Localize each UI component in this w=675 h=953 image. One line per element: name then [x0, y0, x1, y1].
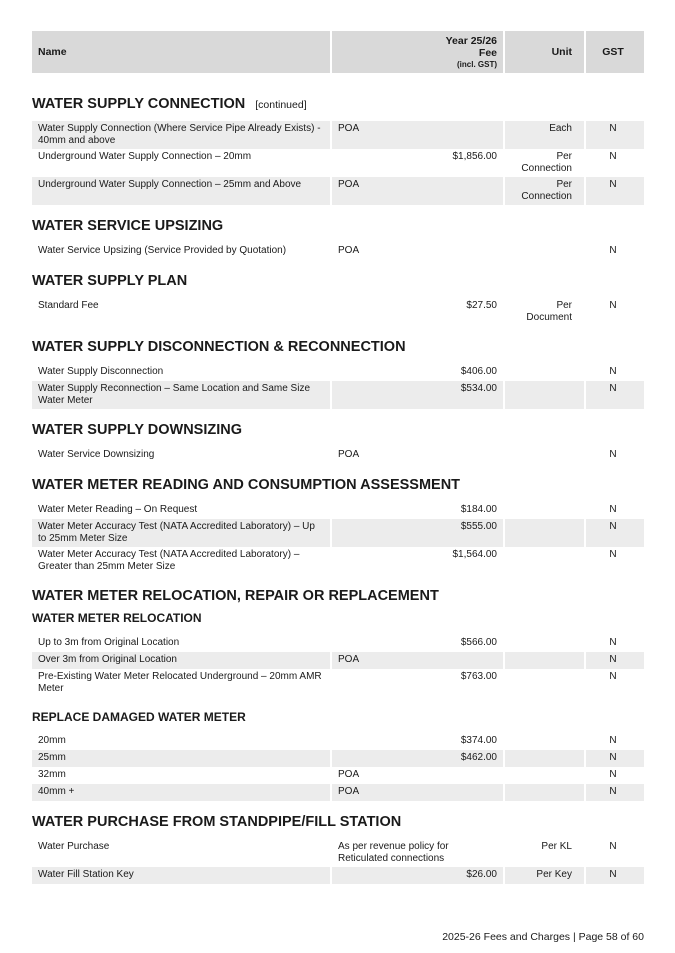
row-name: Underground Water Supply Connection – 20mm [38, 151, 252, 162]
row-fee: $534.00 [460, 383, 497, 394]
row-fee: $1,564.00 [452, 549, 497, 560]
row-fee: $566.00 [460, 637, 497, 648]
section-title: WATER METER RELOCATION, REPAIR OR REPLACEMENT [32, 588, 439, 604]
table-row [32, 669, 644, 697]
row-unit [505, 652, 584, 669]
section-title: WATER SUPPLY DISCONNECTION & RECONNECTION [32, 339, 406, 355]
table-row [32, 243, 644, 260]
row-fee-cell [332, 177, 503, 205]
row-name: 20mm [38, 735, 66, 746]
row-name: Water Purchase [38, 841, 110, 852]
table-row [32, 784, 644, 801]
row-unit [505, 547, 584, 575]
row-unit [505, 750, 584, 767]
table-row [32, 519, 644, 547]
section-title: WATER SUPPLY PLAN [32, 273, 188, 289]
row-name: Water Meter Accuracy Test (NATA Accredited Laboratory) – Up to 25mm Meter Size [32, 519, 330, 547]
row-fee-cell [332, 243, 503, 260]
row-unit [505, 669, 584, 697]
row-unit [505, 767, 584, 784]
row-gst: N [609, 735, 617, 746]
row-gst: N [586, 519, 644, 547]
row-unit [505, 447, 584, 464]
row-unit [505, 502, 584, 519]
row-unit: Per KL [541, 841, 572, 852]
row-text: As per revenue policy for Reticulated connections [338, 841, 449, 864]
row-name: Underground Water Supply Connection – 25mm and Above [32, 177, 330, 205]
section-title: WATER SUPPLY CONNECTION [continued] [32, 96, 307, 112]
row-name: Up to 3m from Original Location [38, 637, 180, 648]
row-fee: $26.00 [466, 869, 497, 880]
row-text: POA [338, 179, 360, 190]
row-unit: Per Connection [505, 177, 584, 205]
row-fee-cell [332, 547, 503, 575]
header-fee [332, 31, 503, 73]
row-text: POA [338, 786, 360, 797]
row-unit [505, 243, 584, 260]
table-row [32, 177, 644, 205]
row-gst: N [609, 637, 617, 648]
table-row [32, 839, 644, 867]
table-row [32, 298, 644, 326]
section-title: WATER PURCHASE FROM STANDPIPE/FILL STATION [32, 814, 402, 830]
row-fee-cell [332, 364, 503, 381]
row-text: POA [338, 769, 360, 780]
row-fee-cell [332, 867, 503, 884]
row-gst: N [586, 867, 644, 884]
row-name: Water Meter Accuracy Test (NATA Accredited Laboratory) – Greater than 25mm Meter Size [38, 549, 300, 572]
table-row [32, 149, 644, 177]
header-fee-line2: Fee [478, 47, 497, 59]
row-unit [505, 364, 584, 381]
section-note: [continued] [255, 99, 307, 111]
section-title: WATER SERVICE UPSIZING [32, 218, 224, 234]
table-row [32, 364, 644, 381]
row-gst: N [609, 245, 617, 256]
row-name: 32mm [38, 769, 66, 780]
row-fee-cell [332, 298, 503, 326]
section-title: WATER METER READING AND CONSUMPTION ASSESSMENT [32, 477, 461, 493]
row-fee: $184.00 [460, 504, 497, 515]
row-name: 25mm [32, 750, 330, 767]
row-fee: $406.00 [460, 366, 497, 377]
row-gst: N [609, 366, 617, 377]
row-name: Water Service Upsizing (Service Provided by Quotation) [38, 245, 287, 256]
table-header [32, 31, 644, 73]
row-text: POA [338, 245, 360, 256]
subsection-title: REPLACE DAMAGED WATER METER [32, 710, 246, 724]
row-fee-cell [332, 121, 503, 149]
row-fee-cell [332, 519, 503, 547]
row-unit: Per Document [526, 300, 572, 323]
row-unit: Per Connection [521, 151, 572, 174]
row-fee-cell [332, 733, 503, 750]
row-name: Water Meter Reading – On Request [38, 504, 198, 515]
row-gst: N [586, 177, 644, 205]
table-row [32, 381, 644, 409]
row-name: Standard Fee [38, 300, 99, 311]
page-footer: 2025-26 Fees and Charges | Page 58 of 60 [442, 931, 644, 943]
row-name: Water Supply Reconnection – Same Location and Same Size Water Meter [32, 381, 330, 409]
row-text: POA [338, 654, 360, 665]
section-title: WATER SUPPLY DOWNSIZING [32, 422, 243, 438]
row-name: Water Supply Connection (Where Service Pipe Already Exists) - 40mm and above [32, 121, 330, 149]
row-gst: N [609, 449, 617, 460]
row-fee: $462.00 [460, 752, 497, 763]
header-gst: GST [586, 31, 644, 73]
row-name: Water Service Downsizing [38, 449, 155, 460]
row-fee-cell [332, 784, 503, 801]
row-fee: $763.00 [460, 671, 497, 682]
row-unit [505, 784, 584, 801]
table-row [32, 447, 644, 464]
row-fee: $27.50 [466, 300, 497, 311]
row-unit [505, 381, 584, 409]
row-fee: $1,856.00 [452, 151, 497, 162]
row-fee-cell [332, 381, 503, 409]
header-fee-line1: Year 25/26 [445, 35, 497, 47]
fees-table [32, 31, 644, 884]
row-fee: $555.00 [460, 521, 497, 532]
row-fee-cell [332, 767, 503, 784]
row-gst: N [586, 750, 644, 767]
row-gst: N [609, 841, 617, 852]
row-unit [505, 733, 584, 750]
table-row [32, 767, 644, 784]
row-name: Water Supply Disconnection [38, 366, 164, 377]
table-row [32, 750, 644, 767]
subsection-title: WATER METER RELOCATION [32, 611, 202, 625]
row-gst: N [609, 549, 617, 560]
row-fee-cell [332, 750, 503, 767]
row-unit [505, 635, 584, 652]
row-unit: Each [505, 121, 584, 149]
row-gst: N [609, 300, 617, 311]
row-gst: N [586, 121, 644, 149]
row-fee-cell [332, 447, 503, 464]
row-fee-cell [332, 669, 503, 697]
table-row [32, 121, 644, 149]
row-fee-cell [332, 652, 503, 669]
table-row [32, 635, 644, 652]
row-fee-cell [332, 149, 503, 177]
row-name: 40mm + [32, 784, 330, 801]
row-fee: $374.00 [460, 735, 497, 746]
row-unit [505, 519, 584, 547]
row-gst: N [609, 671, 617, 682]
table-row [32, 867, 644, 884]
row-gst: N [586, 652, 644, 669]
header-name: Name [32, 31, 330, 73]
header-fee-line3: (incl. GST) [457, 60, 497, 69]
table-row [32, 547, 644, 575]
table-row [32, 502, 644, 519]
table-row [32, 733, 644, 750]
row-gst: N [586, 381, 644, 409]
row-gst: N [609, 504, 617, 515]
row-gst: N [586, 784, 644, 801]
row-fee-cell [332, 635, 503, 652]
header-unit: Unit [505, 31, 584, 73]
row-gst: N [609, 769, 617, 780]
row-gst: N [609, 151, 617, 162]
row-fee-cell [332, 502, 503, 519]
row-name: Over 3m from Original Location [32, 652, 330, 669]
row-text: POA [338, 449, 360, 460]
row-name: Pre-Existing Water Meter Relocated Underground – 20mm AMR Meter [38, 671, 322, 694]
table-row [32, 652, 644, 669]
row-name: Water Fill Station Key [32, 867, 330, 884]
row-fee-cell [332, 839, 503, 867]
row-text: POA [338, 123, 360, 134]
row-unit: Per Key [505, 867, 584, 884]
